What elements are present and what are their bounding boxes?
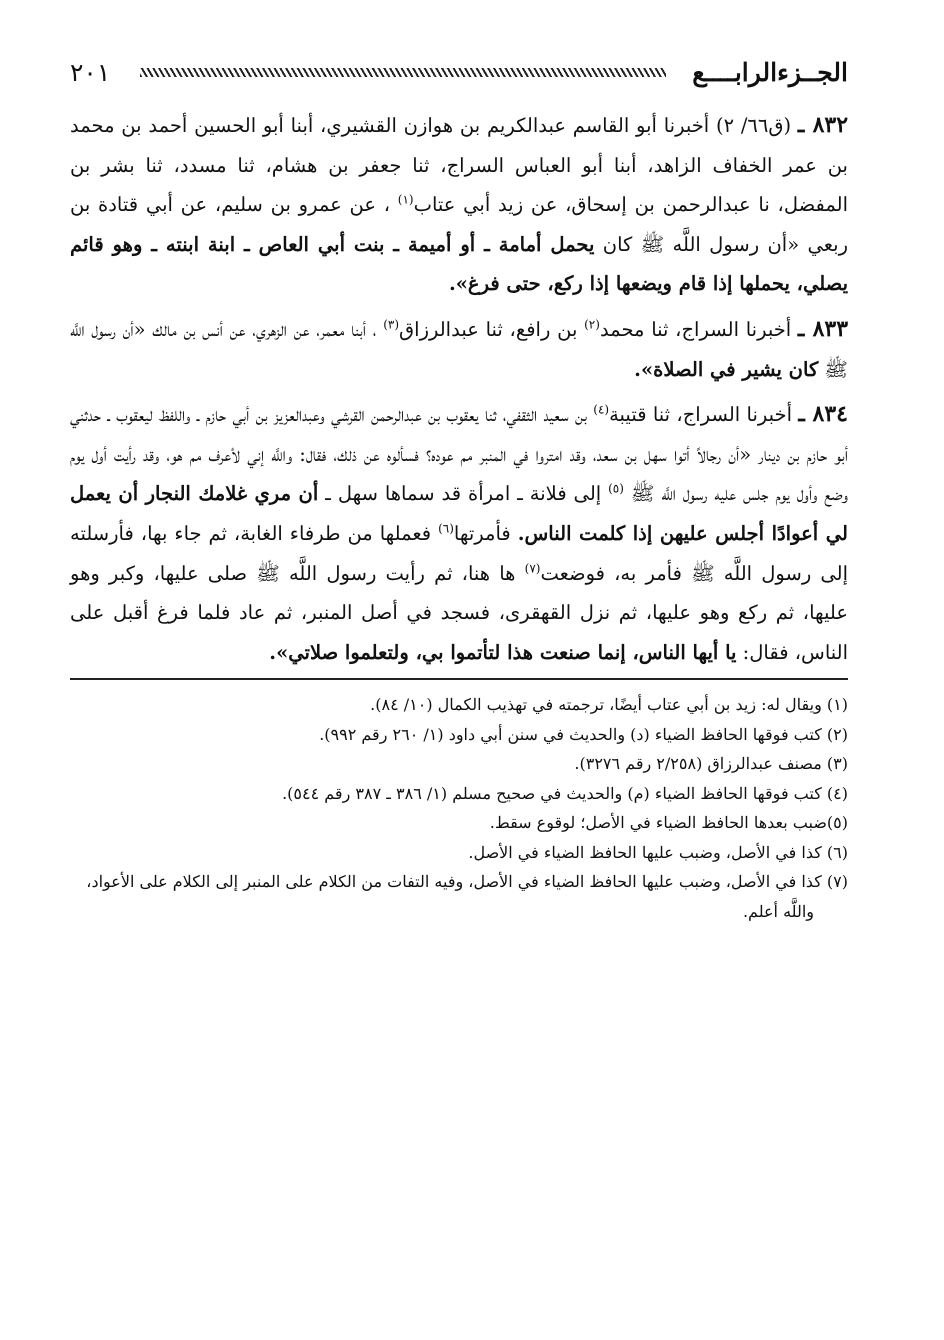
emphasized-text: يا أيها الناس، إنما صنعت هذا لتأتموا بي، ولتعلموا صلاتي».: [269, 640, 737, 664]
paragraph-text: بن سعيد الثقفي، ثنا يعقوب بن عبدالرحمن القرشي وعبدالعزيز بن أبي حازم ـ واللفظ ليعقوب ـ حدثني أبو حازم بن دينار «أن رجالاً أتوا سهل بن سعد، وقد امتروا في المنبر مم عوده؟ فسألوه عن ذلك، فقال: واللَّه إني لأعرف مم هو، وقد رأيت أول يوم وضع وأول يوم جلس عليه رسول اللَّه ﷺ: [70, 403, 848, 506]
footnote-separator: [70, 678, 848, 680]
footnotes: [70, 690, 848, 926]
footnote: (٥)ضبب بعدها الحافظ الضياء في الأصل؛ لوقوع سقط.: [489, 813, 848, 833]
emphasized-text: أن مري غلامك النجار أن يعمل لي أعوادًا أجلس عليهن إذا كلمت الناس.: [70, 482, 848, 545]
hadith-paragraph: [70, 310, 848, 389]
footnote-ref: (٦): [438, 521, 454, 536]
hadith-number: ٨٣٢ ـ: [797, 112, 849, 138]
hadith-paragraph: [70, 395, 848, 672]
footnote-ref: (٧): [524, 561, 541, 576]
paragraph-text: أخبرنا السراج، ثنا قتيبة: [609, 403, 799, 427]
emphasized-text: كان يشير في الصلاة».: [634, 357, 819, 381]
page-number: ٢٠١: [70, 57, 111, 87]
footnote: (١) ويقال له: زيد بن أبي عتاب أيضًا، ترجمته في تهذيب الكمال (١٠/ ٨٤).: [370, 695, 848, 715]
paragraph-text: (ق٦٦/ ٢) أخبرنا أبو القاسم عبدالكريم بن هوازن القشيري، أبنا أبو الحسين أحمد بن محمد بن عمر الخفاف الزاهد، أبنا أبو العباس السراج، ثنا جعفر بن هشام، ثنا مسدد، ثنا بشر بن المفضل، نا عبدالرحمن بن إسحاق، عن زيد أبي عتاب: [70, 114, 848, 217]
footnote-ref: (١): [397, 192, 414, 207]
emphasized-text: يحمل أمامة ـ أو أميمة ـ بنت أبي العاص ـ ابنة ابنته ـ وهو قائم يصلي، يحملها إذا قام ويضعها إذا ركع، حتى فرغ».: [70, 232, 848, 296]
paragraph-text: ، أبنا معمر، عن الزهري، عن أنس بن مالك «أن رسول اللَّه ﷺ: [70, 317, 848, 381]
page-header: [70, 52, 848, 92]
footnote: (٤) كتب فوقها الحافظ الضياء (م) والحديث في صحيح مسلم (١/ ٣٨٦ ـ ٣٨٧ رقم ٥٤٤).: [282, 783, 848, 803]
footnote: (٢) كتب فوقها الحافظ الضياء (د) والحديث في سنن أبي داود (١/ ٢٦٠ رقم ٩٩٢).: [319, 724, 848, 744]
hadith-number: ٨٣٣ ـ: [797, 315, 849, 342]
footnote-ref: (٢): [584, 317, 600, 332]
footnote: (٣) مصنف عبدالرزاق (٢/٢٥٨ رقم ٣٢٧٦).: [574, 754, 848, 774]
footnote-ref: (٣): [383, 317, 400, 332]
main-text: [70, 106, 848, 672]
paragraph-text: أخبرنا السراج، ثنا محمد: [599, 317, 798, 341]
paragraph-text: ، عن عمرو بن سليم، عن أبي قتادة بن ربعي «أن رسول اللَّه ﷺ كان: [70, 193, 848, 256]
hadith-paragraph: [70, 106, 848, 304]
hadith-number: ٨٣٤ ـ: [798, 401, 848, 428]
paragraph-text: فأمرتها: [453, 521, 518, 545]
footnote: (٦) كذا في الأصل، وضبب عليها الحافظ الضياء في الأصل.: [468, 842, 848, 862]
footnote-ref: (٥): [608, 481, 624, 496]
paragraph-text: ها هنا، ثم رأيت رسول اللَّه ﷺ صلى عليها، وكبر وهو عليها، ثم ركع وهو عليها، ثم نزل القهقرى، فسجد في أصل المنبر، ثم عاد فلما فرغ أقبل على الناس، فقال:: [70, 561, 848, 664]
running-title: الجــزءالرابــــع: [692, 57, 848, 87]
header-decorative-rule: [140, 68, 666, 77]
paragraph-text: بن رافع، ثنا عبدالرزاق: [399, 317, 585, 341]
footnote: (٧) كذا في الأصل، وضبب عليها الحافظ الضياء في الأصل، وفيه التفات من الكلام على المنبر إلى الكلام على الأعواد، واللَّه أعلم.: [86, 872, 848, 921]
footnote-ref: (٤): [593, 402, 610, 417]
paragraph-text: إلى فلانة ـ امرأة قد سماها سهل ـ: [318, 482, 609, 506]
paragraph-text: فعملها من طرفاء الغابة، ثم جاء بها، فأرسلته إلى رسول اللَّه ﷺ فأمر به، فوضعت: [70, 521, 849, 585]
